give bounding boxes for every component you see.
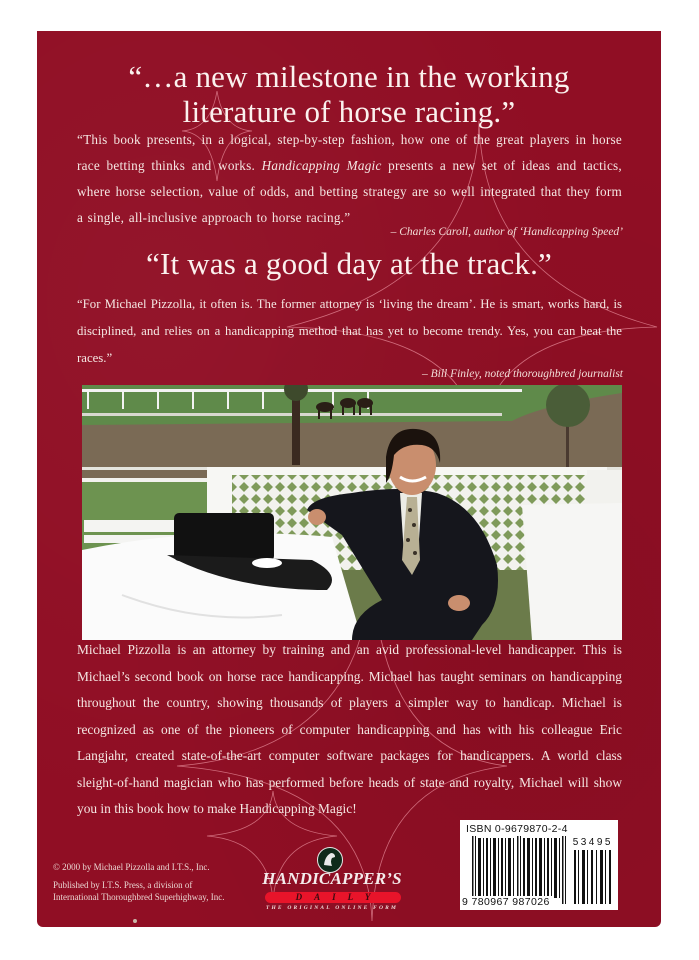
logo-tagline: THE ORIGINAL ONLINE FORM <box>265 905 399 911</box>
racetrack-scene-illustration <box>82 385 622 640</box>
logo-daily-banner: DAILY <box>265 892 401 903</box>
book-back-cover <box>37 31 661 927</box>
author-bio: Michael Pizzolla is an attorney by training and an avid professional-level handicapper. This is Michael’s second book on horse race handicapping. Michael has taught seminars on handicapping throughout the country, showing thousands of players a simpler way to handicap. Michael is recognized as one of the pioneers of computer handicapping and has with his colleague Eric Langjahr, created state-of-the-art computer software packages for handicappers. A world class sleight-of-hand magician who has performed before heads of state and royalty, Michael will show you in this book how to make Handicapping Magic! <box>77 642 622 816</box>
quote1-body-end: presents a new set of ideas and tactics, where horse selection, value of odds, and betting strategy are so well integrated that they form a single, all-inclusive approach to horse racing.” <box>77 158 622 225</box>
publisher-info <box>53 879 253 903</box>
quote1-headline-line1: “…a new milestone in the working <box>128 59 570 94</box>
quote1-headline-line2: literature of horse racing.” <box>182 94 516 129</box>
quote2-body: “For Michael Pizzolla, it often is. The former attorney is ‘living the dream’. He is smart, works hard, is disciplined, and relies on a handicapping method that has yet to become trendy. Yes, you can beat the races.” <box>77 297 622 365</box>
price-code: 53495 <box>572 837 613 848</box>
surface-speck <box>133 919 137 923</box>
quote1-body-start: “This book presents, in a logical, step-by-step fashion, how one of the great players in horse race betting thinks and works. <box>77 132 622 173</box>
author-photo <box>82 385 622 640</box>
publisher-line1: Published by I.T.S. Press, a division of <box>53 880 193 890</box>
handicappers-daily-logo <box>257 847 407 917</box>
quote1-body <box>77 127 622 231</box>
quote1-attribution: – Charles Caroll, author of ‘Handicapping Speed’ <box>390 226 623 238</box>
isbn-number: ISBN 0-9679870-2-4 <box>466 823 568 835</box>
quote2-headline: “It was a good day at the track.” <box>146 246 552 281</box>
quote2-attribution: – Bill Finley, noted thoroughbred journalist <box>421 368 623 380</box>
isbn-barcode <box>460 820 618 910</box>
ean-number: 9 780967 987026 <box>462 896 550 908</box>
barcode-bars-main <box>472 836 567 904</box>
book-title-italic: Handicapping Magic <box>261 158 382 173</box>
copyright-notice: © 2000 by Michael Pizzolla and I.T.S., Inc. <box>53 862 210 872</box>
publisher-line2: International Thoroughbred Superhighway, Inc. <box>53 892 225 902</box>
barcode-bars-addon <box>574 850 614 904</box>
quote1-headline <box>37 59 661 129</box>
logo-name: HANDICAPPER’S <box>262 869 402 888</box>
